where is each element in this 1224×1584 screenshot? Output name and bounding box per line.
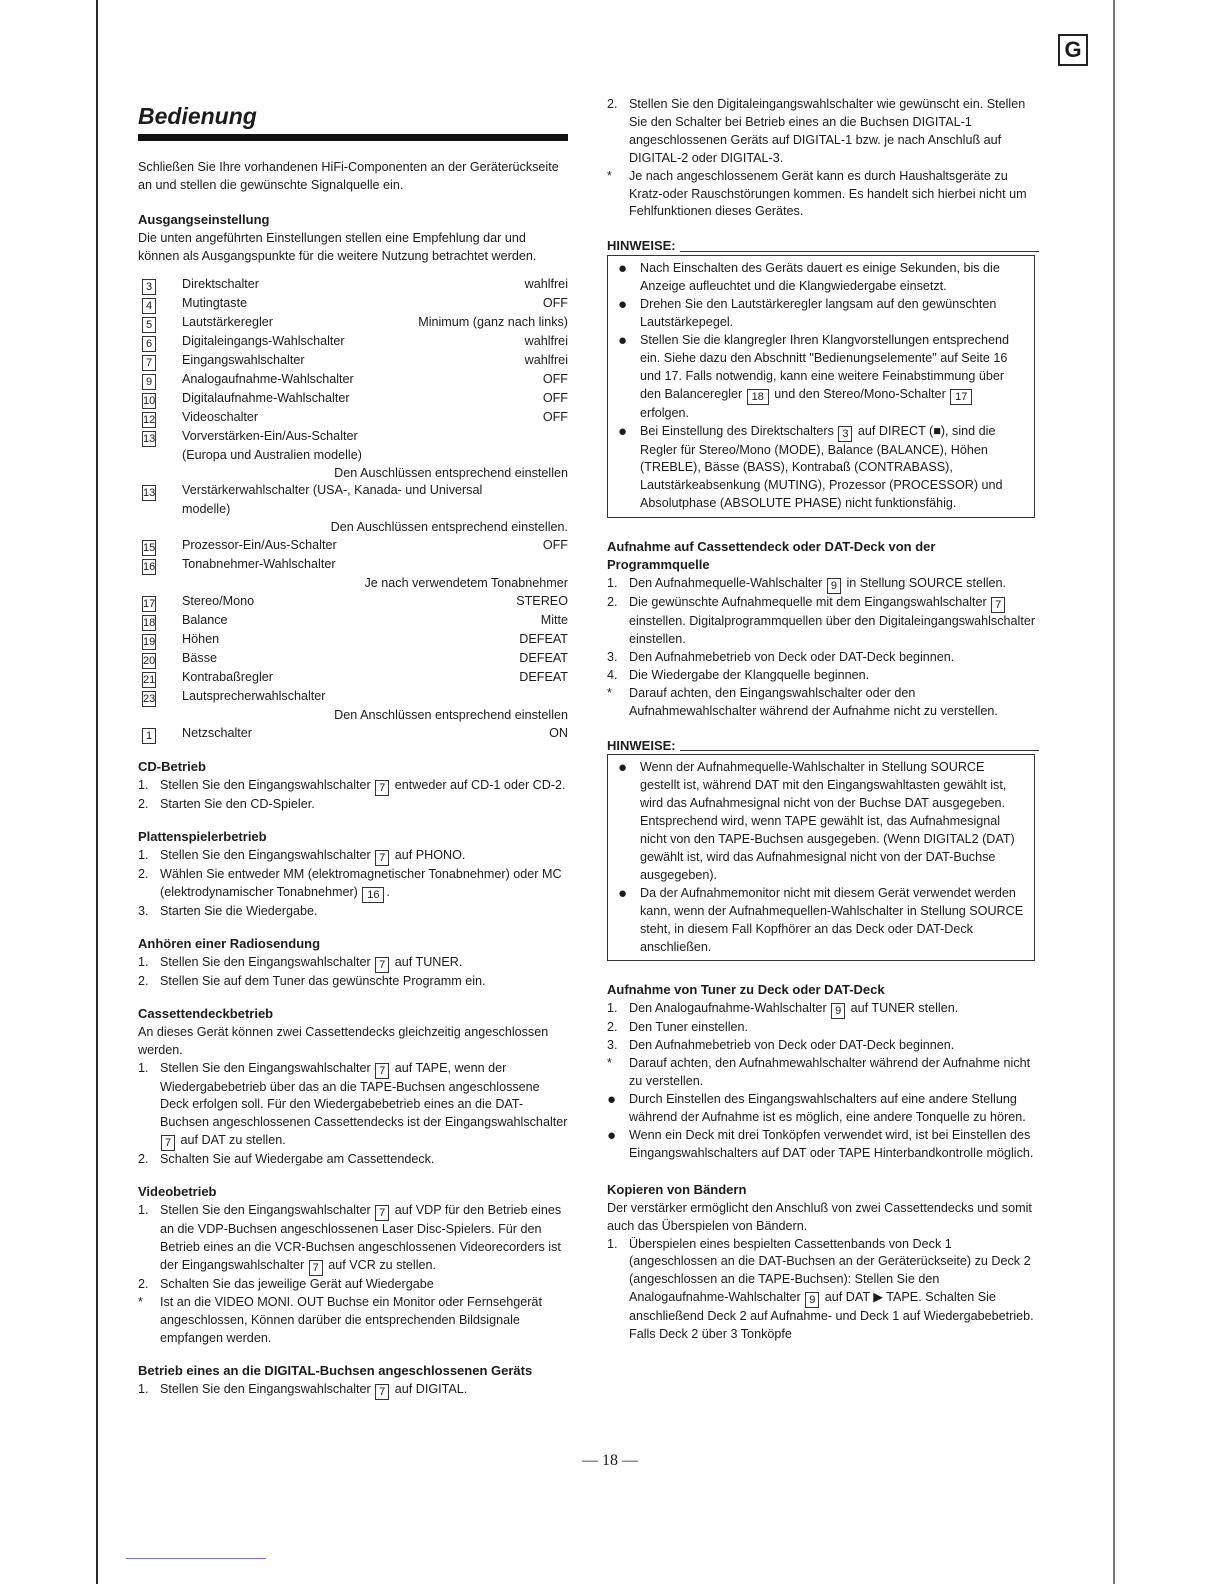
kopieren-text: Der verstärker ermöglicht den Anschluß von zwei Cassettendecks und somit auch das Überspielen von Bändern. — [607, 1200, 1032, 1233]
page-number: — 18 — — [582, 1452, 638, 1469]
tuner-deck-heading: Aufnahme von Tuner zu Deck oder DAT-Deck — [607, 982, 885, 998]
video-heading: Videobetrieb — [138, 1184, 217, 1200]
setting-row — [138, 612, 568, 631]
setting-label: Tonabnehmer-Wahlschalter — [182, 557, 336, 572]
step: 1. Stellen Sie den Eingangswahlschalter 7 auf VDP für den Betrieb eines an die VDP-Buchsen angeschlossenen Laser Disc-Spielers. Für den Betrieb eines an die VCR-Buchsen angeschlossenen Videorecorders ist der Eingangswahlschalter 7 auf VCR zu stellen. — [138, 1203, 562, 1274]
setting-value: ON — [549, 726, 568, 741]
step: 1. Stellen Sie den Eingangswahlschalter 7 auf TAPE, wenn der Wiedergabebetrieb über das an die TAPE-Buchsen angeschlossene Deck erfolgen soll. Für den Wiedergabebetrieb eines an die DAT-Buchsen angeschlossenen Cassettendecks ist der Eingangswahlschalter 7 auf DAT zu stellen. — [138, 1060, 568, 1150]
setting-value: OFF — [542, 390, 568, 405]
page-title: Bedienung — [138, 103, 257, 129]
note-item: ● Da der Aufnahmemonitor nicht mit diesem Gerät verwendet werden kann, wenn der Aufnahmequellen-Wahlschalter in Stellung SOURCE steht, in diesem Fall Kopfhörer an das Deck oder DAT-Deck anschließen. — [618, 884, 1024, 954]
ref-box: 7 — [375, 1063, 389, 1079]
ref-box: 19 — [143, 636, 156, 649]
hinweise-box — [607, 255, 1035, 518]
tuner-deck-steps — [607, 1000, 1039, 1091]
step: 3. Den Aufnahmebetrieb von Deck oder DAT-Deck beginnen. — [607, 649, 955, 664]
ref-box: 18 — [143, 617, 156, 630]
setting-label: Prozessor-Ein/Aus-Schalter — [182, 538, 337, 553]
setting-value: DEFEAT — [519, 651, 568, 666]
setting-label: Mutingtaste — [182, 295, 248, 310]
ref-box: 17 — [950, 389, 972, 405]
setting-label: Direktschalter — [182, 276, 259, 291]
ref-box: 7 — [161, 1135, 175, 1151]
setting-row — [138, 371, 568, 390]
step: 2. Die gewünschte Aufnahmequelle mit dem Eingangswahlschalter 7 einstellen. Digitalprogrammquellen über den Digitaleingangswahlschalter einstellen. — [607, 595, 1036, 647]
step: 3. Den Aufnahmebetrieb von Deck oder DAT-Deck beginnen. — [607, 1038, 955, 1053]
setting-row — [138, 295, 568, 314]
star-note: * Ist an die VIDEO MONI. OUT Buchse ein Monitor oder Fernsehgerät angeschlossen, Können darüber die entsprechenden Bildsignale empfangen werden. — [138, 1294, 542, 1345]
ref-box: 15 — [143, 542, 156, 555]
ref-box: 12 — [143, 413, 156, 426]
setting-value: DEFEAT — [519, 632, 568, 647]
ref-box: 9 — [142, 374, 156, 390]
ref-box: 7 — [375, 850, 389, 866]
setting-row — [138, 352, 568, 371]
step: 2. Schalten Sie auf Wiedergabe am Cassettendeck. — [138, 1152, 435, 1167]
setting-row — [138, 631, 568, 650]
setting-note: Den Auschlüssen entsprechend einstellen — [334, 465, 568, 480]
note-item: ● Durch Einstellen des Eingangswahlschalters auf eine andere Stellung während der Aufnahme ist es möglich, eine andere Tonquelle zu hören. — [607, 1091, 1026, 1124]
ref-box: 6 — [142, 336, 156, 352]
platten-steps — [138, 847, 568, 921]
step: 2. Stellen Sie den Digitaleingangswahlschalter wie gewünscht ein. Stellen Sie den Schalter bei Betrieb eines an die Buchsen DIGITAL-1 angeschlossenen Geräts auf DIGITAL-1 bzw. je nach Anschluß auf DIGITAL-2 oder DIGITAL-3. — [607, 97, 1026, 165]
kopieren-steps — [607, 1236, 1039, 1345]
ref-box: 4 — [142, 298, 156, 314]
ref-box: 20 — [143, 655, 156, 668]
ref-box: 23 — [143, 693, 156, 706]
setting-label: Stereo/Mono — [182, 594, 255, 609]
step: 1. Den Aufnahmequelle-Wahlschalter 9 in Stellung SOURCE stellen. — [607, 576, 1007, 593]
intro-text: Schließen Sie Ihre vorhandenen HiFi-Componenten an der Geräterückseite an und stellen die gewünschte Signalquelle ein. — [138, 160, 559, 192]
kopieren-heading: Kopieren von Bändern — [607, 1181, 747, 1197]
radio-steps — [138, 954, 568, 991]
cassette-heading: Cassettendeckbetrieb — [138, 1005, 274, 1021]
digital-heading: Betrieb eines an die DIGITAL-Buchsen angeschlossenen Geräts — [138, 1362, 533, 1378]
ref-box: 16 — [143, 561, 156, 574]
star-note: * Darauf achten, den Aufnahmewahlschalter während der Aufnahme nicht zu verstellen. — [607, 1056, 1031, 1089]
setting-label: Lautsprecherwahlschalter — [182, 689, 326, 704]
ref-box: 13 — [143, 432, 156, 445]
title-rule — [138, 134, 568, 141]
note-item: ● Nach Einschalten des Geräts dauert es einige Sekunden, bis die Anzeige aufleuchtet und die Klangwiedergabe einsetzt. — [618, 260, 1000, 294]
setting-value: OFF — [542, 538, 568, 553]
setting-row — [138, 650, 568, 669]
ref-box: 9 — [805, 1292, 819, 1308]
ref-box: 16 — [362, 887, 384, 903]
hinweise-box — [607, 754, 1035, 961]
ref-box: 7 — [375, 1205, 389, 1221]
scan-edge-left — [96, 0, 98, 1584]
ref-box: 10 — [143, 394, 156, 407]
setting-value: Minimum (ganz nach links) — [418, 314, 568, 329]
ref-box: 17 — [143, 598, 156, 611]
setting-value: Mitte — [540, 613, 568, 628]
setting-row — [138, 428, 568, 447]
platten-heading: Plattenspielerbetrieb — [138, 828, 267, 844]
ausgang-text: Die unten angeführten Einstellungen stellen eine Empfehlung dar und können als Ausgangspunkte für die weitere Nutzung betrachtet werden. — [138, 230, 537, 263]
step: 1. Stellen Sie den Eingangswahlschalter 7 auf TUNER. — [138, 954, 463, 971]
hinweise-heading: HINWEISE: — [607, 737, 1039, 755]
aufnahme-steps — [607, 575, 1039, 720]
step: 1. Stellen Sie den Eingangswahlschalter 7 auf DIGITAL. — [138, 1381, 468, 1398]
ref-box: 7 — [309, 1260, 323, 1276]
note-item: ● Stellen Sie die klangregler Ihren Klangvorstellungen entsprechend ein. Siehe dazu den Abschnitt "Bedienungselemente" auf Seite 16 und 17. Falls notwendig, kann eine weitere Feinabstimmung über den Balanceregler 18 und den Stereo/Mono-Schalter 17 erfolgen. — [618, 331, 1009, 420]
cd-heading: CD-Betrieb — [138, 759, 206, 775]
setting-label: Verstärkerwahlschalter (USA-, Kanada- und Universal — [182, 483, 483, 498]
step: 1. Den Analogaufnahme-Wahlschalter 9 auf TUNER stellen. — [607, 1001, 959, 1018]
radio-heading: Anhören einer Radiosendung — [138, 935, 321, 951]
setting-label: Eingangswahlschalter — [182, 352, 305, 367]
star-note: * Darauf achten, den Eingangswahlschalter oder den Aufnahmewahlschalter während der Aufnahme nicht zu verstellen. — [607, 685, 998, 718]
step: 3. Starten Sie die Wiedergabe. — [138, 903, 318, 918]
ref-box: 3 — [838, 426, 852, 442]
ref-box: 13 — [143, 487, 156, 500]
cassette-steps — [138, 1060, 568, 1170]
star-note: * Je nach angeschlossenem Gerät kann es durch Haushaltsgeräte zu Kratz-oder Rauschstörungen kommen. Es handelt sich hierbei nicht um Fehlfunktionen dieses Gerätes. — [607, 168, 1027, 219]
step: 2. Schalten Sie das jeweilige Gerät auf Wiedergabe — [138, 1276, 434, 1291]
digital-steps-left — [138, 1381, 568, 1400]
setting-row — [138, 669, 568, 688]
setting-row — [138, 276, 568, 295]
setting-note: Je nach verwendetem Tonabnehmer — [364, 576, 568, 591]
setting-label: Lautstärkeregler — [182, 314, 274, 329]
ref-box: 9 — [831, 1003, 845, 1019]
setting-value: DEFEAT — [519, 670, 568, 685]
setting-subtext: modelle) — [182, 502, 231, 517]
setting-row — [138, 725, 568, 744]
cd-steps — [138, 777, 568, 814]
language-badge: G — [1058, 34, 1088, 66]
left-column — [138, 102, 568, 1400]
setting-note: Den Anschlüssen entsprechend einstellen — [334, 708, 568, 723]
hinweise-heading: HINWEISE: — [607, 237, 1039, 255]
aufnahme-heading: Aufnahme auf Cassettendeck oder DAT-Deck von der Programmquelle — [607, 539, 936, 573]
setting-row — [138, 482, 568, 501]
step: 4. Die Wiedergabe der Klangquelle beginnen. — [607, 667, 870, 682]
setting-label: Videoschalter — [182, 409, 259, 424]
setting-note: Den Auschlüssen entsprechend einstellen. — [330, 520, 568, 535]
setting-row — [138, 537, 568, 556]
setting-value: OFF — [542, 409, 568, 424]
footer-line — [126, 1558, 266, 1559]
setting-subtext: (Europa und Australien modelle) — [182, 447, 362, 462]
setting-label: Bässe — [182, 651, 218, 666]
step: 1. Überspielen eines bespielten Cassettenbands von Deck 1 (angeschlossen an die DAT-Buchsen an der Geräterückseite) zu Deck 2 (angeschlossen an die TAPE-Buchsen): Stellen Sie den Analogaufnahme-Wahlschalter 9 auf DAT ▶ TAPE. Schalten Sie anschließend Deck 2 auf Aufnahme- und Deck 1 auf Wiedergabebetrieb. Falls Deck 2 über 3 Tonköpfe — [607, 1236, 1034, 1342]
ref-box: 7 — [991, 597, 1005, 613]
step: 2. Den Tuner einstellen. — [607, 1020, 749, 1035]
setting-row — [138, 593, 568, 612]
setting-value: OFF — [542, 371, 568, 386]
ref-box: 7 — [142, 355, 156, 371]
digital-steps-right — [607, 96, 1039, 221]
ausgang-heading: Ausgangseinstellung — [138, 211, 270, 227]
setting-label: Kontrabaßregler — [182, 670, 274, 685]
setting-value: wahlfrei — [524, 333, 568, 348]
ref-box: 7 — [375, 1384, 389, 1400]
ref-box: 18 — [747, 389, 769, 405]
step: 2. Stellen Sie auf dem Tuner das gewünschte Programm ein. — [138, 973, 486, 988]
cassette-text: An dieses Gerät können zwei Cassettendecks gleichzeitig angeschlossen werden. — [138, 1024, 549, 1057]
setting-value: OFF — [542, 295, 568, 310]
ref-box: 9 — [827, 578, 841, 594]
setting-row — [138, 409, 568, 428]
ref-box: 1 — [142, 728, 156, 744]
step: 2. Wählen Sie entweder MM (elektromagnetischer Tonabnehmer) oder MC (elektrodynamischer Tonabnehmer) 16 . — [138, 866, 562, 901]
setting-label: Balance — [182, 613, 228, 628]
settings-list — [138, 276, 568, 744]
video-steps — [138, 1202, 568, 1347]
setting-label: Digitaleingangs-Wahlschalter — [182, 333, 345, 348]
setting-value: STEREO — [516, 594, 568, 609]
setting-value: wahlfrei — [524, 276, 568, 291]
ref-box: 7 — [375, 957, 389, 973]
right-column — [607, 96, 1039, 1344]
setting-row — [138, 314, 568, 333]
note-item: ● Bei Einstellung des Direktschalters 3 auf DIRECT (■), sind die Regler für Stereo/Mono (MODE), Balance (BALANCE), Höhen (TREBLE), Bässe (BASS), Kontrabaß (CONTRABASS), Lautstärkeabsenkung (MUTING), Prozessor (PROCESSOR) und Absolutphase (ABSOLUTE PHASE) nicht funktionsfähig. — [618, 422, 1003, 511]
ref-box: 3 — [142, 279, 156, 295]
note-item: ● Drehen Sie den Lautstärkeregler langsam auf den gewünschten Lautstärkepegel. — [618, 296, 997, 329]
setting-row — [138, 390, 568, 409]
step: 1. Stellen Sie den Eingangswahlschalter 7 auf PHONO. — [138, 847, 466, 864]
setting-label: Höhen — [182, 632, 220, 647]
setting-row — [138, 688, 568, 707]
setting-row — [138, 556, 568, 575]
setting-label: Digitalaufnahme-Wahlschalter — [182, 390, 350, 405]
ref-box: 21 — [143, 674, 156, 687]
setting-label: Vorverstärken-Ein/Aus-Schalter — [182, 428, 358, 443]
ref-box: 5 — [142, 317, 156, 333]
note-item: ● Wenn ein Deck mit drei Tonköpfen verwendet wird, ist bei Einstellen des Eingangswahlschalters auf DAT oder TAPE Hinterbandkontrolle möglich. — [607, 1126, 1034, 1160]
setting-value: wahlfrei — [524, 352, 568, 367]
step: 1. Stellen Sie den Eingangswahlschalter 7 entweder auf CD-1 oder CD-2. — [138, 778, 566, 795]
step: 2. Starten Sie den CD-Spieler. — [138, 797, 315, 812]
note-item: ● Wenn der Aufnahmequelle-Wahlschalter in Stellung SOURCE gestellt ist, während DAT mit den Eingangswahltasten gewählt ist, wird das Aufnahmesignal nicht von der Buchse DAT ausgegeben. Entsprechend wird, wenn TAPE gewählt ist, das Aufnahmesignal nicht von den TAPE-Buchsen ausgegeben. (Wenn DIGITAL2 (DAT) gewählt ist, wird das Aufnahmesignal nicht von der DAT-Buchse ausgegeben). — [618, 759, 1015, 882]
setting-label: Analogaufnahme-Wahlschalter — [182, 371, 354, 386]
scan-edge-right — [1113, 0, 1115, 1584]
setting-row — [138, 333, 568, 352]
setting-label: Netzschalter — [182, 726, 252, 741]
ref-box: 7 — [375, 780, 389, 796]
